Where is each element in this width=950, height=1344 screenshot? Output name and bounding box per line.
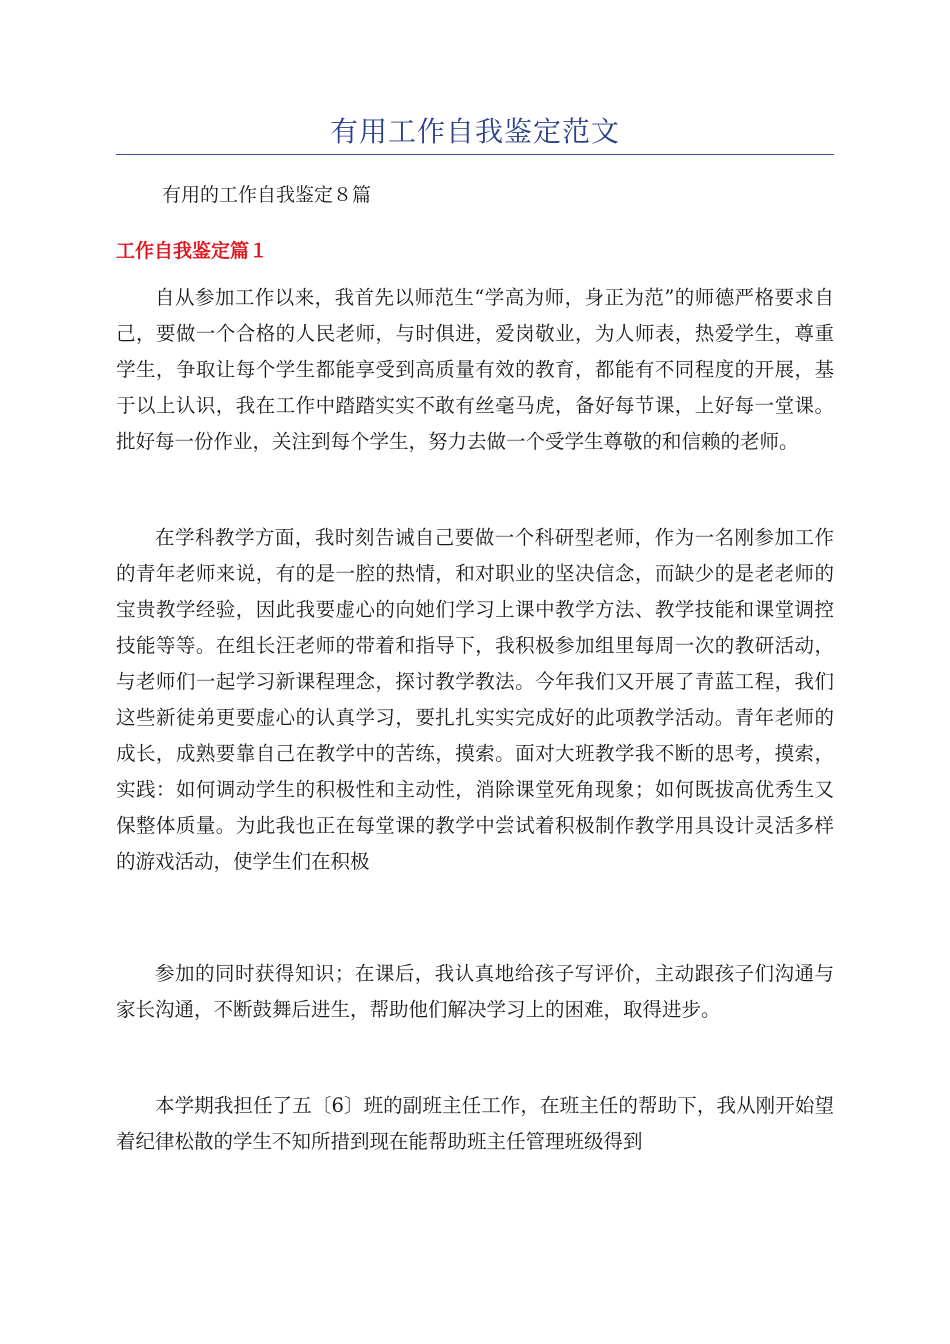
body-paragraph-4 <box>116 1088 834 1160</box>
title-divider <box>116 154 834 155</box>
paragraph-text: 参加的同时获得知识；在课后，我认真地给孩子写评价，主动跟孩子们沟通与家长沟通，不断鼓舞后进生，帮助他们解决学习上的困难，取得进步。 <box>116 962 834 1021</box>
body-paragraph-2 <box>116 520 834 880</box>
section-heading: 工作自我鉴定篇１ <box>116 240 269 262</box>
body-paragraph-3 <box>116 956 834 1028</box>
document-title: 有用工作自我鉴定范文 <box>329 115 620 148</box>
body-paragraph-1 <box>116 280 834 460</box>
paragraph-text: 自从参加工作以来，我首先以师范生“学高为师，身正为范”的师德严格要求自己，要做一个合格的人民老师，与时俱进，爱岗敬业，为人师表，热爱学生，尊重学生，争取让每个学生都能享受到高质量有效的教育，都能有不同程度的开展，基于以上认识，我在工作中踏踏实实不敢有丝毫马虎，备好每节课，上好每一堂课。批好每一份作业，关注到每个学生，努力去做一个受学生尊敬的和信赖的老师。 <box>116 286 834 453</box>
document-subtitle: 有用的工作自我鉴定８篇 <box>162 184 372 206</box>
paragraph-text: 本学期我担任了五〔6〕班的副班主任工作，在班主任的帮助下，我从刚开始望着纪律松散的学生不知所措到现在能帮助班主任管理班级得到 <box>116 1094 834 1153</box>
paragraph-text: 在学科教学方面，我时刻告诫自己要做一个科研型老师，作为一名刚参加工作的青年老师来说，有的是一腔的热情，和对职业的坚决信念，而缺少的是老老师的宝贵教学经验，因此我要虚心的向她们学习上课中教学方法、教学技能和课堂调控技能等等。在组长汪老师的带着和指导下，我积极参加组里每周一次的教研活动，与老师们一起学习新课程理念，探讨教学教法。今年我们又开展了青蓝工程，我们这些新徒弟更要虚心的认真学习，要扎扎实实完成好的此项教学活动。青年老师的成长，成熟要靠自己在教学中的苦练，摸索。面对大班教学我不断的思考，摸索，实践：如何调动学生的积极性和主动性，消除课堂死角现象；如何既拔高优秀生又保整体质量。为此我也正在每堂课的教学中尝试着积极制作教学用具设计灵活多样的游戏活动，使学生们在积极 <box>116 526 834 873</box>
